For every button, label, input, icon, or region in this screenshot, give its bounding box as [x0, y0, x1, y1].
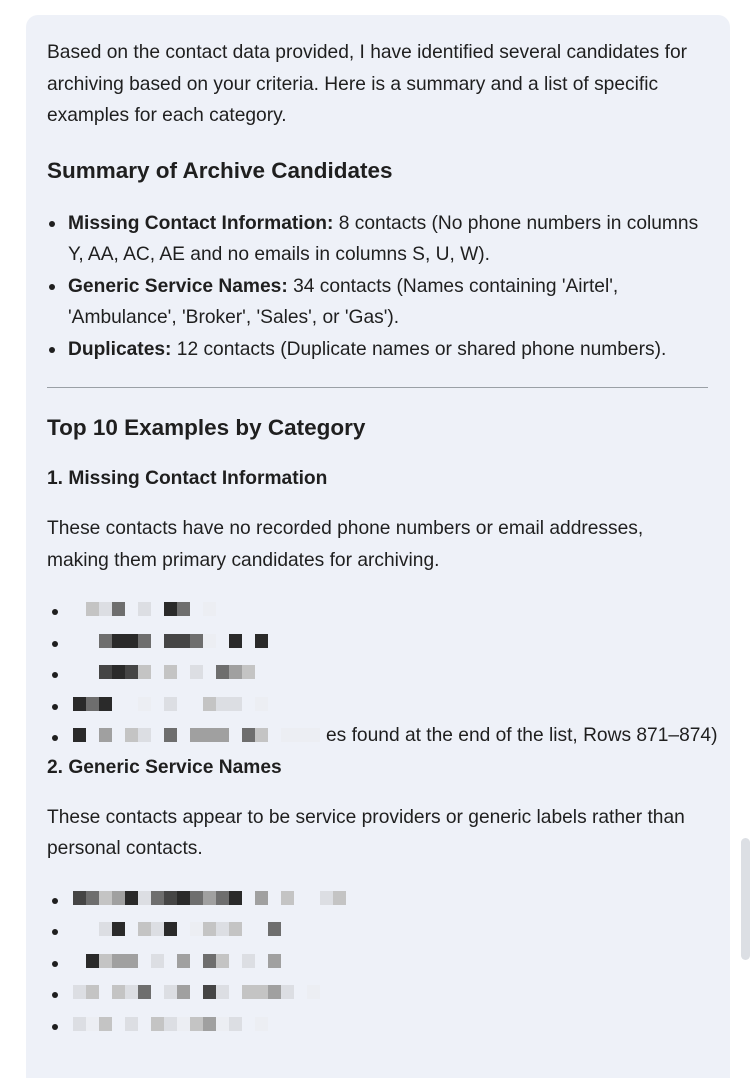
redaction-block [73, 697, 86, 711]
redaction-block [281, 985, 294, 999]
redaction-block [229, 922, 242, 936]
redaction-block [86, 954, 99, 968]
redaction-block [177, 602, 190, 616]
redaction-block [112, 954, 125, 968]
list-item [73, 689, 708, 721]
redaction-block [268, 985, 281, 999]
redacted-text [73, 1017, 268, 1031]
redaction-block [190, 954, 203, 968]
list-item [73, 657, 708, 689]
redaction-block [99, 985, 112, 999]
summary-item-label: Duplicates: [68, 338, 172, 360]
summary-list [47, 208, 708, 366]
redaction-block [281, 728, 294, 742]
redaction-block [229, 1017, 242, 1031]
redaction-block [216, 954, 229, 968]
redaction-block [73, 922, 86, 936]
redaction-block [216, 728, 229, 742]
summary-item-text: 8 contacts (No phone numbers in columns Y, AA, AC, AE and no emails in columns S, U, W). [68, 212, 699, 265]
intro-paragraph: Based on the contact data provided, I have identified several candidates for archiving based on your criteria. Here is a summary and a list of specific examples for each category. [47, 42, 687, 126]
redaction-block [294, 891, 307, 905]
redaction-block [138, 697, 151, 711]
redaction-block [177, 728, 190, 742]
summary-item-label: Missing Contact Information: [68, 212, 334, 234]
redaction-block [216, 891, 229, 905]
redaction-block [242, 891, 255, 905]
redaction-block [203, 954, 216, 968]
redaction-block [125, 602, 138, 616]
scrollbar-thumb[interactable] [741, 838, 750, 960]
redaction-block [203, 665, 216, 679]
redaction-block [190, 665, 203, 679]
redaction-block [177, 634, 190, 648]
redaction-block [86, 697, 99, 711]
redaction-block [138, 985, 151, 999]
redaction-block [216, 634, 229, 648]
redaction-block [164, 665, 177, 679]
redaction-block [242, 1017, 255, 1031]
redaction-block [99, 728, 112, 742]
list-item [73, 977, 708, 1009]
redaction-block [190, 697, 203, 711]
redaction-block [177, 922, 190, 936]
redaction-block [242, 665, 255, 679]
horizontal-divider [47, 387, 708, 388]
list-item [73, 626, 708, 658]
redaction-block [268, 922, 281, 936]
redacted-text [73, 728, 320, 742]
redaction-block [86, 728, 99, 742]
redaction-block [73, 602, 86, 616]
redaction-block [229, 985, 242, 999]
redaction-block [229, 954, 242, 968]
top-examples-heading: Top 10 Examples by Category [47, 415, 366, 440]
redaction-block [86, 634, 99, 648]
redacted-text [73, 602, 216, 616]
redaction-block [203, 891, 216, 905]
redaction-block [255, 728, 268, 742]
redaction-block [216, 665, 229, 679]
redaction-block [99, 665, 112, 679]
redaction-block [164, 891, 177, 905]
list-item [73, 1009, 708, 1041]
redaction-block [99, 891, 112, 905]
redaction-block [164, 1017, 177, 1031]
redacted-text [73, 697, 268, 711]
redaction-block [229, 665, 242, 679]
section-heading-missing-contact: 1. Missing Contact Information [47, 468, 328, 489]
redaction-block [112, 665, 125, 679]
redaction-block [164, 697, 177, 711]
redaction-block [151, 891, 164, 905]
redacted-text [73, 891, 346, 905]
summary-item-text: 12 contacts (Duplicate names or shared phone numbers). [171, 338, 667, 360]
redaction-block [242, 985, 255, 999]
section-description: These contacts appear to be service providers or generic labels rather than personal contacts. [47, 806, 685, 859]
redaction-block [73, 954, 86, 968]
redaction-block [86, 985, 99, 999]
redaction-block [164, 602, 177, 616]
redaction-block [112, 634, 125, 648]
redaction-block [216, 985, 229, 999]
redaction-block [190, 922, 203, 936]
redaction-block [190, 602, 203, 616]
redaction-block [86, 602, 99, 616]
redaction-block [190, 728, 203, 742]
summary-item-generic-names [68, 271, 708, 334]
list-item [73, 720, 718, 752]
redaction-block [177, 665, 190, 679]
redaction-block [281, 891, 294, 905]
redaction-block [255, 922, 268, 936]
list-item [73, 883, 708, 915]
redaction-block [151, 922, 164, 936]
redaction-block [164, 728, 177, 742]
redaction-block [177, 697, 190, 711]
redacted-text [73, 665, 255, 679]
section-heading-generic-names: 2. Generic Service Names [47, 756, 282, 778]
redaction-block [73, 634, 86, 648]
redaction-block [125, 985, 138, 999]
redaction-block [203, 697, 216, 711]
redaction-block [138, 922, 151, 936]
redaction-block [255, 697, 268, 711]
redacted-text [73, 954, 281, 968]
redaction-block [112, 985, 125, 999]
redaction-block [112, 728, 125, 742]
redaction-block [125, 697, 138, 711]
redaction-block [99, 922, 112, 936]
redaction-block [138, 954, 151, 968]
redaction-block [177, 985, 190, 999]
redaction-block [73, 891, 86, 905]
redaction-block [99, 602, 112, 616]
redaction-block [229, 697, 242, 711]
redaction-block [255, 891, 268, 905]
redaction-block [203, 634, 216, 648]
redaction-block [112, 697, 125, 711]
redaction-block [216, 697, 229, 711]
redaction-block [294, 728, 307, 742]
redaction-block [242, 922, 255, 936]
section-description: These contacts have no recorded phone numbers or email addresses, making them primary candidates for archiving. [47, 518, 644, 571]
redaction-block [268, 954, 281, 968]
redaction-block [177, 891, 190, 905]
redaction-block [190, 1017, 203, 1031]
redacted-text [73, 922, 281, 936]
redaction-block [99, 634, 112, 648]
redaction-block [294, 985, 307, 999]
redaction-block [99, 1017, 112, 1031]
redaction-block [268, 728, 281, 742]
redaction-block [151, 634, 164, 648]
redaction-block [112, 891, 125, 905]
redaction-block [242, 728, 255, 742]
redaction-block [203, 922, 216, 936]
redaction-block [125, 891, 138, 905]
redaction-block [164, 954, 177, 968]
list-item [73, 914, 708, 946]
redaction-block [320, 891, 333, 905]
redacted-list-missing-contact [47, 594, 718, 752]
redaction-block [203, 602, 216, 616]
redaction-block [138, 1017, 151, 1031]
redaction-block [242, 954, 255, 968]
redaction-block [125, 1017, 138, 1031]
redaction-block [203, 1017, 216, 1031]
redaction-block [229, 728, 242, 742]
summary-item-label: Generic Service Names: [68, 275, 288, 297]
redaction-block [112, 922, 125, 936]
redaction-block [151, 728, 164, 742]
redaction-block [73, 665, 86, 679]
redaction-block [268, 891, 281, 905]
redaction-block [125, 728, 138, 742]
redaction-block [164, 985, 177, 999]
list-item [73, 946, 708, 978]
redaction-block [151, 985, 164, 999]
redaction-block [125, 634, 138, 648]
redaction-block [151, 1017, 164, 1031]
redaction-block [255, 985, 268, 999]
redaction-block [112, 602, 125, 616]
redaction-block [138, 634, 151, 648]
redaction-block [125, 922, 138, 936]
redaction-block [203, 728, 216, 742]
redaction-block [229, 634, 242, 648]
redaction-block [229, 891, 242, 905]
redaction-block [203, 985, 216, 999]
redaction-block [73, 985, 86, 999]
redaction-block [151, 602, 164, 616]
redaction-block [86, 922, 99, 936]
redacted-text [73, 985, 320, 999]
list-item-trailing-text: es found at the end of the list, Rows 871–874) [326, 725, 718, 746]
redaction-block [177, 1017, 190, 1031]
redaction-block [255, 1017, 268, 1031]
redaction-block [242, 634, 255, 648]
redacted-list-generic-names [47, 883, 708, 1041]
redaction-block [151, 954, 164, 968]
redacted-text [73, 634, 268, 648]
redaction-block [99, 697, 112, 711]
list-item [73, 594, 708, 626]
redaction-block [86, 665, 99, 679]
redaction-block [307, 728, 320, 742]
redaction-block [177, 954, 190, 968]
redaction-block [138, 665, 151, 679]
redaction-block [125, 665, 138, 679]
redaction-block [73, 728, 86, 742]
redaction-block [86, 891, 99, 905]
summary-item-missing-contact [68, 208, 708, 271]
redaction-block [255, 954, 268, 968]
redaction-block [164, 634, 177, 648]
summary-item-duplicates [68, 334, 708, 366]
redaction-block [190, 634, 203, 648]
redaction-block [216, 922, 229, 936]
redaction-block [190, 985, 203, 999]
summary-heading: Summary of Archive Candidates [47, 157, 393, 183]
redaction-block [73, 1017, 86, 1031]
redaction-block [99, 954, 112, 968]
redaction-block [112, 1017, 125, 1031]
response-card [26, 15, 730, 1078]
redaction-block [151, 665, 164, 679]
redaction-block [242, 697, 255, 711]
redaction-block [216, 1017, 229, 1031]
redaction-block [125, 954, 138, 968]
redaction-block [307, 891, 320, 905]
redaction-block [138, 891, 151, 905]
redaction-block [151, 697, 164, 711]
redaction-block [333, 891, 346, 905]
redaction-block [255, 634, 268, 648]
redaction-block [164, 922, 177, 936]
redaction-block [190, 891, 203, 905]
redaction-block [307, 985, 320, 999]
redaction-block [138, 728, 151, 742]
redaction-block [138, 602, 151, 616]
redaction-block [86, 1017, 99, 1031]
summary-item-text: 34 contacts (Names containing 'Airtel', 'Ambulance', 'Broker', 'Sales', or 'Gas'). [68, 275, 619, 328]
